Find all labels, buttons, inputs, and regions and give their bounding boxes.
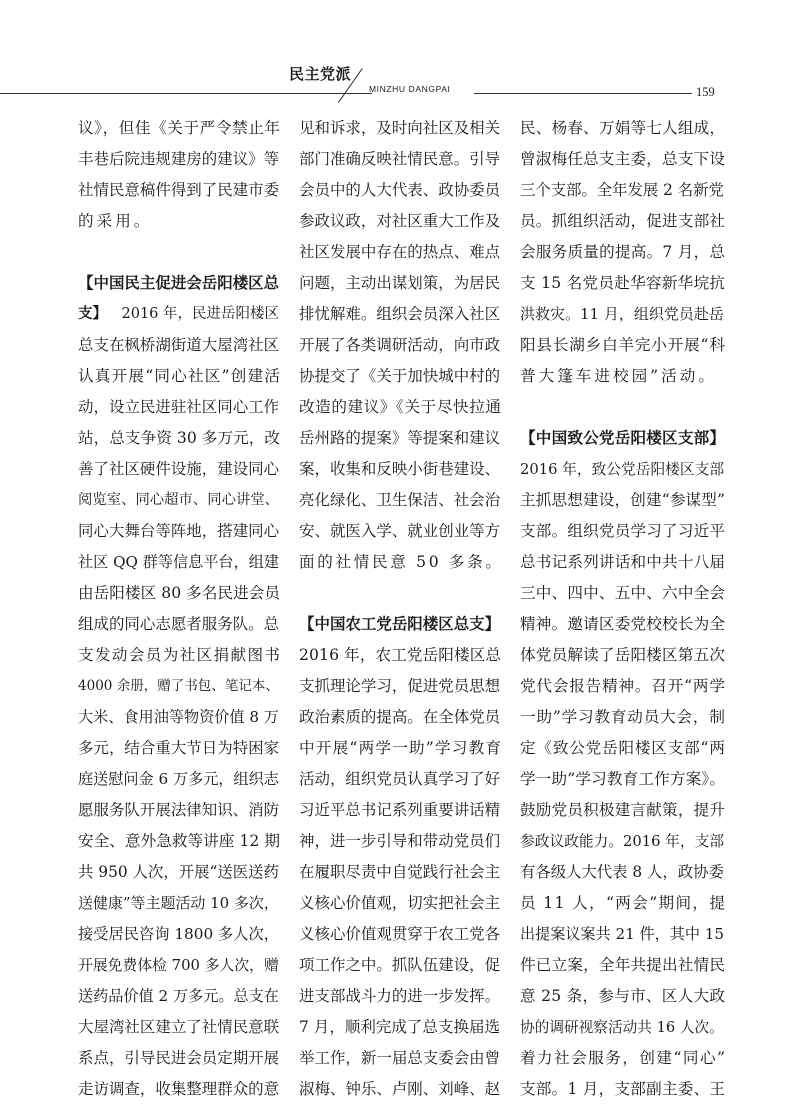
body-text-line: 走访调查，收集整理群众的意	[78, 1080, 280, 1098]
text-column-3	[520, 113, 725, 1105]
body-text-line: 社区 QQ 群等信息平台，组建	[78, 553, 279, 571]
body-text-line: 主抓思想建设，创建“参谋型”	[520, 491, 726, 509]
body-text-line: 总书记系列讲话和中共十八届	[520, 553, 726, 571]
body-text-line: 政治素质的提高。在全体党员	[299, 708, 501, 726]
body-text-line: 2016 年，农工党岳阳楼区总	[299, 646, 502, 664]
page-header	[0, 0, 805, 110]
body-text-line: 定《致公党岳阳楼区支部“两	[520, 739, 726, 757]
body-text-line: 支发动会员为社区捐献图书	[78, 646, 282, 664]
body-text-line: 开展免费体检 700 多人次，赠	[78, 957, 279, 974]
body-text-line: 精神。邀请区委党校校长为全	[520, 615, 726, 633]
body-text-line: 案，收集和反映小街巷建设、	[299, 460, 501, 478]
body-text-line: 员。抓组织活动，促进支部社	[520, 212, 726, 230]
body-text-line: 普大篷车进校园”活动。	[520, 367, 717, 385]
body-text-line: 面的社情民意 50 多条。	[299, 553, 504, 571]
body-text-line: 支抓理论学习，促进党员思想	[299, 677, 501, 695]
body-text-line: 举工作，新一届总支委会由曾	[299, 1049, 501, 1067]
body-text-line: 7 月，顺利完成了总支换届选	[299, 1018, 500, 1036]
body-text-line: 阳县长湖乡白羊完小开展“科	[520, 336, 726, 354]
body-text-line: 见和诉求，及时向社区及相关	[299, 119, 501, 137]
body-text-line: 一助”学习教育动员大会，制	[520, 708, 726, 726]
body-text-line	[78, 299, 280, 330]
inline-spacer	[107, 306, 122, 322]
body-text-line: 同心大舞台等阵地，搭建同心	[78, 522, 280, 540]
body-text-line: 义核心价值观，切实把社会主	[299, 894, 501, 912]
body-text-line: 开展了各类调研活动，向市政	[299, 336, 501, 354]
section-heading: 【中国民主促进会岳阳楼区总	[78, 274, 280, 292]
section-subtitle: MINZHU DANGPAI	[369, 84, 451, 94]
body-text-line: 大屋湾社区建立了社情民意联	[78, 1018, 280, 1036]
body-text-line: 中开展“两学一助”学习教育	[299, 739, 503, 757]
body-text-line: 曾淑梅任总支主委，总支下设	[520, 150, 726, 168]
section-title: 民主党派	[289, 65, 352, 83]
body-text-line: 洪救灾。11 月，组织党员赴岳	[520, 305, 724, 323]
section-heading: 【中国农工党岳阳楼区总支】	[299, 615, 501, 633]
body-text-line: 会服务质量的提高。7 月，总	[520, 243, 726, 261]
body-text-line: 善了社区硬件设施，建设同心	[78, 460, 280, 478]
body-text-line: 阅览室、同心超市、同心讲堂、	[78, 492, 280, 508]
paragraph-gap	[520, 392, 725, 423]
body-text-line: 认真开展“同心社区”创建活	[78, 367, 282, 385]
body-text-line: 淑梅、钟乐、卢刚、刘峰、赵	[299, 1080, 501, 1098]
body-text-line: 参政议政能力。2016 年，支部	[520, 833, 725, 850]
body-text-line: 项工作之中。抓队伍建设，促	[299, 956, 501, 974]
body-text-line: 岳州路的提案》等提案和建议	[299, 429, 501, 447]
section-heading: 【中国致公党岳阳楼区支部】	[520, 429, 726, 447]
body-text-line: 社区发展中存在的热点、难点	[299, 243, 501, 261]
body-text-line: 鼓励党员积极建言献策，提升	[520, 801, 726, 819]
body-text-line: 送健康”等主题活动 10 多次，	[78, 894, 279, 912]
body-text-line: 共 950 人次，开展“送医送药	[78, 863, 279, 881]
body-text-line: 议》，但佳《关于严令禁止年	[78, 119, 281, 137]
body-text-line: 员 11 人，“两会”期间，提	[520, 894, 727, 912]
body-text-line: 社情民意稿件得到了民建市委	[78, 181, 280, 199]
body-text-line: 民、杨春、万娟等七人组成，	[520, 119, 726, 137]
body-text-line: 愿服务队开展法律知识、消防	[78, 801, 280, 819]
body-text-line: 进支部战斗力的进一步发挥。	[299, 987, 501, 1005]
body-text-line: 活动，组织党员认真学习了好	[299, 770, 501, 788]
paragraph-gap	[299, 578, 501, 609]
body-text-line: 4000 余册，赠了书包、笔记本、	[78, 678, 279, 694]
page-number: 159	[696, 85, 715, 99]
body-text-line: 总支在枫桥湖街道大屋湾社区	[78, 336, 280, 354]
body-text-line: 问题，主动出谋划策，为居民	[299, 274, 501, 292]
body-text-fragment: 2016 年，民进岳阳楼区	[121, 306, 280, 322]
body-text-line: 协提交了《关于加快城中村的	[299, 367, 501, 385]
body-text-line: 亮化绿化、卫生保洁、社会治	[299, 491, 501, 509]
body-text-line: 神，进一步引导和带动党员们	[299, 832, 501, 850]
body-text-line: 学一助”学习教育工作方案》。	[520, 770, 726, 788]
paragraph-gap	[78, 237, 280, 268]
body-text-line: 件已立案，全年共提出社情民	[520, 956, 726, 974]
body-text-line: 意 25 条，参与市、区人大政	[520, 987, 726, 1005]
body-text-line: 有各级人大代表 8 人，政协委	[520, 863, 724, 881]
body-text-line: 改造的建议》《关于尽快拉通	[299, 398, 502, 416]
body-text-line: 庭送慰问金 6 万多元，组织志	[78, 770, 279, 788]
body-text-line: 安全、意外急救等讲座 12 期	[78, 832, 281, 850]
text-column-2	[299, 113, 504, 1105]
body-text-line: 的采用。	[78, 212, 153, 230]
body-text-line: 安、就医入学、就业创业等方	[299, 522, 501, 540]
body-text-line: 多元，结合重大节日为特困家	[78, 739, 280, 757]
body-text-line: 排忧解难。组织会员深入社区	[299, 305, 501, 323]
body-text-line: 会员中的人大代表、政协委员	[299, 181, 501, 199]
body-text-line: 习近平总书记系列重要讲话精	[299, 801, 501, 819]
body-text-line: 接受居民咨询 1800 多人次，	[78, 925, 280, 943]
body-text-line: 在履职尽责中自觉践行社会主	[299, 863, 501, 881]
body-text-line: 丰巷后院违规建房的建议》等	[78, 150, 280, 168]
body-text-line: 2016 年，致公党岳阳楼区支部	[520, 461, 725, 478]
text-column-1	[78, 113, 280, 1105]
body-text-line: 体党员解读了岳阳楼区第五次	[520, 646, 726, 664]
body-text-line: 大米、食用油等物资价值 8 万	[78, 708, 279, 726]
header-rule-left	[0, 93, 372, 94]
body-text-line: 支部。组织党员学习了习近平	[520, 522, 726, 540]
body-text-line: 系点，引导民进会员定期开展	[78, 1049, 280, 1067]
body-text-line: 出提案议案共 21 件，其中 15	[520, 925, 724, 943]
body-text-line: 三个支部。全年发展 2 名新党	[520, 181, 724, 199]
body-text-line: 由岳阳楼区 80 多名民进会员	[78, 584, 281, 602]
body-text-line: 组成的同心志愿者服务队。总	[78, 615, 280, 633]
body-text-line: 送药品价值 2 万多元。总支在	[78, 987, 279, 1005]
body-text-line: 党代会报告精神。召开“两学	[520, 677, 726, 695]
body-text-line: 支部。1 月，支部副主委、王	[520, 1080, 726, 1098]
body-text-line: 协的调研视察活动共 16 人次。	[520, 1019, 724, 1036]
body-text-line: 支 15 名党员赴华容新华垸抗	[520, 274, 726, 292]
section-heading-continuation: 支】	[78, 306, 107, 322]
header-rule-right	[474, 93, 692, 94]
body-text-line: 参政议政，对社区重大工作及	[299, 212, 501, 230]
body-text-line: 站，总支争资 30 多万元，改	[78, 429, 281, 447]
body-text-line: 着力社会服务，创建“同心”	[520, 1049, 727, 1067]
body-text-line: 部门准确反映社情民意。引导	[299, 150, 501, 168]
body-text-line: 三中、四中、五中、六中全会	[520, 584, 726, 602]
body-text-line: 义核心价值观贯穿于农工党各	[299, 925, 501, 943]
body-text-line: 动，设立民进驻社区同心工作	[78, 398, 280, 416]
